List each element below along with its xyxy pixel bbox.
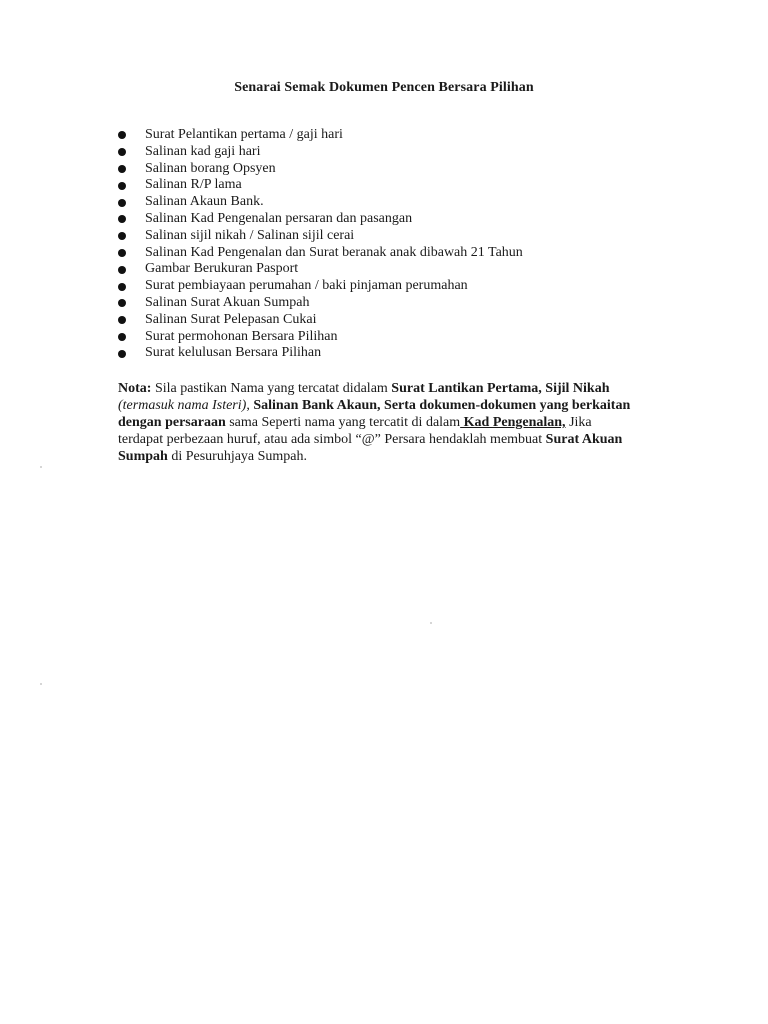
note-text: Jika terdapat perbezaan huruf, atau ada simbol “@” Persara hendaklah membuat <box>118 415 592 447</box>
scan-speck <box>40 466 42 468</box>
list-item-text: Salinan Kad Pengenalan persaran dan pasangan <box>145 210 413 226</box>
bullet-icon <box>118 316 126 324</box>
bullet-icon <box>118 199 126 207</box>
note-bold-text: Surat Lantikan Pertama, Sijil Nikah <box>391 381 610 396</box>
bullet-icon <box>118 350 126 358</box>
list-item-text: Surat Pelantikan pertama / gaji hari <box>145 127 343 142</box>
scan-speck <box>430 622 432 624</box>
bullet-icon <box>118 283 126 291</box>
list-item <box>118 161 523 178</box>
list-item <box>118 144 523 161</box>
scan-speck <box>40 683 42 685</box>
document-checklist <box>118 127 523 362</box>
list-item-text: Surat permohonan Bersara Pilihan <box>145 328 338 344</box>
bullet-icon <box>118 266 126 274</box>
list-item-text: Salinan R/P lama <box>145 177 242 193</box>
bullet-icon <box>118 299 126 307</box>
note-underlined-label: Kad Pengenalan, <box>460 415 566 430</box>
note-text: , <box>246 398 254 413</box>
list-item <box>118 177 523 194</box>
list-item <box>118 329 523 346</box>
list-item <box>118 261 523 278</box>
note-bold-text: Salinan Bank Akaun, Serta dokumen-dokumen yang berkaitan dengan persaraan <box>118 398 631 430</box>
list-item-text: Salinan Surat Akuan Sumpah <box>145 294 310 310</box>
bullet-icon <box>118 131 126 139</box>
note-underlined-text <box>460 415 565 430</box>
note-text: sama Seperti nama yang tercatit di dalam <box>225 415 461 430</box>
list-item <box>118 295 523 312</box>
note-italic-text: (termasuk nama Isteri) <box>118 398 247 413</box>
bullet-icon <box>118 182 126 190</box>
list-item <box>118 245 523 262</box>
list-item <box>118 345 523 362</box>
list-item <box>118 211 523 228</box>
bullet-icon <box>118 215 126 223</box>
bullet-icon <box>118 232 126 240</box>
document-title: Senarai Semak Dokumen Pencen Bersara Pilihan <box>234 80 534 95</box>
list-item-text: Salinan sijil nikah / Salinan sijil cerai <box>145 227 355 243</box>
note-label: Nota: <box>118 381 152 396</box>
list-item <box>118 127 523 144</box>
note-paragraph <box>118 380 638 465</box>
list-item-text: Salinan Kad Pengenalan dan Surat beranak anak dibawah 21 Tahun <box>145 244 523 260</box>
list-item <box>118 278 523 295</box>
bullet-icon <box>118 148 126 156</box>
list-item-text: Salinan borang Opsyen <box>145 160 276 176</box>
list-item-text: Salinan kad gaji hari <box>145 143 261 159</box>
note-bold-text: Surat Akuan Sumpah <box>118 432 623 464</box>
note-text: Sila pastikan Nama yang tercatat didalam <box>151 381 392 396</box>
list-item <box>118 194 523 211</box>
bullet-icon <box>118 165 126 173</box>
list-item-text: Gambar Berukuran Pasport <box>145 261 299 277</box>
list-item-text: Surat pembiayaan perumahan / baki pinjaman perumahan <box>145 278 468 294</box>
list-item-text: Salinan Surat Pelepasan Cukai <box>145 311 317 327</box>
list-item-text: Salinan Akaun Bank. <box>145 194 264 210</box>
bullet-icon <box>118 249 126 257</box>
bullet-icon <box>118 333 126 341</box>
list-item-text: Surat kelulusan Bersara Pilihan <box>145 345 322 361</box>
list-item <box>118 228 523 245</box>
list-item <box>118 312 523 329</box>
note-text: di Pesuruhjaya Sumpah. <box>167 449 308 464</box>
